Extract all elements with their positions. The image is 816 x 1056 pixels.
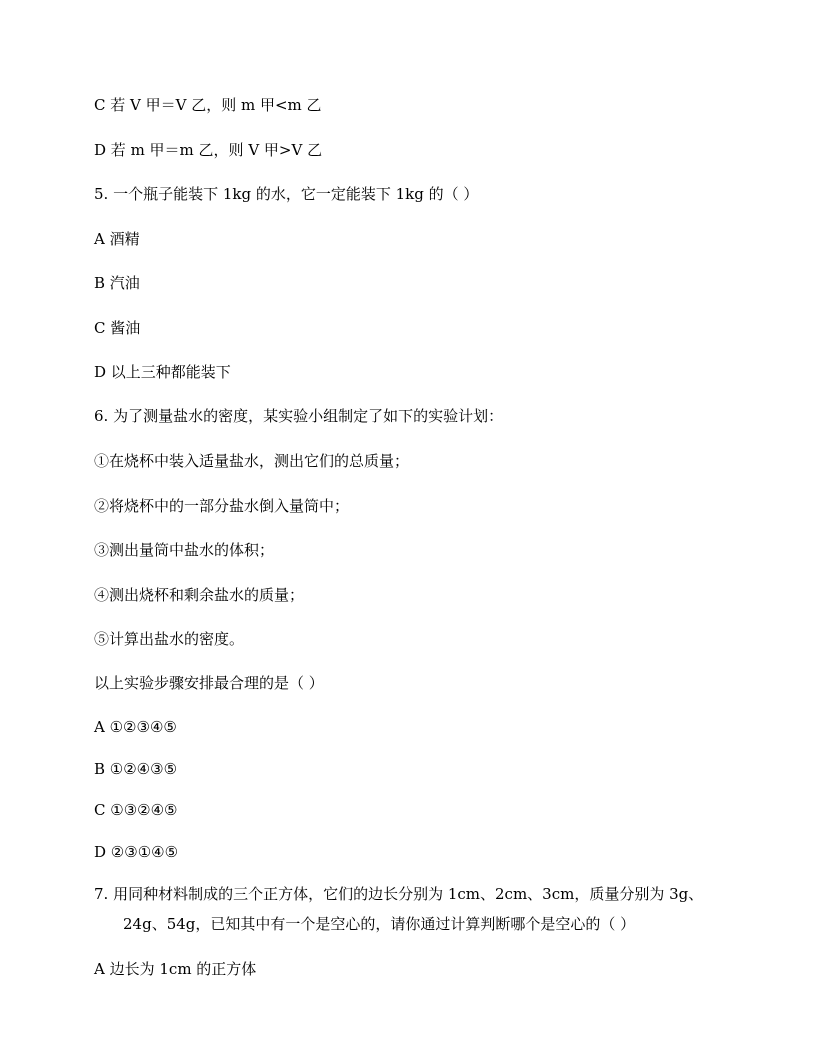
option-c-q4: C 若 V 甲＝V 乙，则 m 甲<m 乙: [94, 96, 322, 114]
step-1: ①在烧杯中装入适量盐水，测出它们的总质量；: [94, 452, 410, 470]
option-b-q6: B ①②④③⑤: [94, 760, 178, 778]
option-c-q6: C ①③②④⑤: [94, 801, 178, 819]
question-6-prompt: 以上实验步骤安排最合理的是（ ）: [94, 674, 324, 692]
option-a-q6: A ①②③④⑤: [94, 718, 177, 736]
option-a-q5: A 酒精: [94, 230, 140, 248]
question-6: 6. 为了测量盐水的密度，某实验小组制定了如下的实验计划：: [94, 407, 504, 425]
question-5: 5. 一个瓶子能装下 1kg 的水，它一定能装下 1kg 的（ ）: [94, 185, 479, 203]
option-b-q5: B 汽油: [94, 274, 140, 292]
step-5: ⑤计算出盐水的密度。: [94, 630, 245, 648]
option-d-q6: D ②③①④⑤: [94, 843, 179, 861]
option-d-q5: D 以上三种都能装下: [94, 363, 231, 381]
option-d-q4: D 若 m 甲＝m 乙，则 V 甲>V 乙: [94, 141, 323, 159]
option-a-q7: A 边长为 1cm 的正方体: [94, 960, 257, 978]
question-7-continued: 24g、54g，已知其中有一个是空心的，请你通过计算判断哪个是空心的（ ）: [123, 915, 636, 933]
question-7: 7. 用同种材料制成的三个正方体，它们的边长分别为 1cm、2cm、3cm，质量分别为 3g、: [94, 885, 704, 903]
step-3: ③测出量筒中盐水的体积；: [94, 541, 275, 559]
step-2: ②将烧杯中的一部分盐水倒入量筒中；: [94, 497, 350, 515]
step-4: ④测出烧杯和剩余盐水的质量；: [94, 586, 305, 604]
option-c-q5: C 酱油: [94, 319, 141, 337]
